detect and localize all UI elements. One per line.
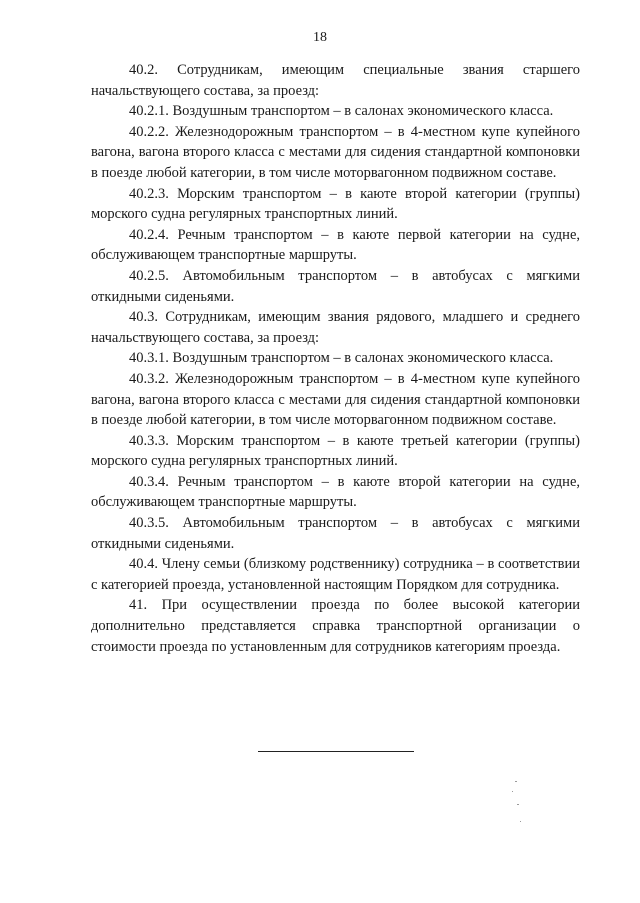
paragraph-40-3-2: 40.3.2. Железнодорожным транспортом – в 4-местном купе купейного вагона, вагона второго класса с местами для сидения стандартной компоновки в поезде любой категории, в том числе моторвагонном подвижном составе.	[91, 370, 580, 429]
end-separator-line	[258, 751, 414, 752]
paragraph-40-3-3: 40.3.3. Морским транспортом – в каюте третьей категории (группы) морского судна регулярных транспортных линий.	[91, 432, 580, 470]
scan-speck	[512, 791, 513, 792]
paragraph-41: 41. При осуществлении проезда по более высокой категории дополнительно представляется справка транспортной организации о стоимости проезда по установленным для сотрудников категориям проезда.	[91, 597, 580, 655]
paragraph-40-3-1: 40.3.1. Воздушным транспортом – в салонах экономического класса.	[129, 350, 554, 367]
scan-speck	[520, 821, 521, 822]
document-body	[91, 60, 580, 657]
paragraph-40-2-3: 40.2.3. Морским транспортом – в каюте второй категории (группы) морского судна регулярных транспортных линий.	[91, 185, 580, 223]
scan-speck	[517, 804, 519, 805]
paragraph-40-3-4: 40.3.4. Речным транспортом – в каюте второй категории на судне, обслуживающем транспортные маршруты.	[91, 473, 580, 511]
paragraph-40-3: 40.3. Сотрудникам, имеющим звания рядового, младшего и среднего начальствующего состава, за проезд:	[91, 309, 580, 346]
paragraph-40-2-2: 40.2.2. Железнодорожным транспортом – в 4-местном купе купейного вагона, вагона второго класса с местами для сидения стандартной компоновки в поезде любой категории, в том числе моторвагонном подвижном составе.	[91, 123, 580, 181]
paragraph-40-2: 40.2. Сотрудникам, имеющим специальные звания старшего начальствующего состава, за проезд:	[91, 62, 580, 99]
scan-speck	[515, 781, 517, 782]
paragraph-40-2-1: 40.2.1. Воздушным транспортом – в салонах экономического класса.	[129, 103, 554, 120]
paragraph-40-2-4: 40.2.4. Речным транспортом – в каюте первой категории на судне, обслуживающем транспортные маршруты.	[91, 226, 580, 264]
page-number: 18	[313, 30, 327, 45]
paragraph-40-4: 40.4. Члену семьи (близкому родственнику) сотрудника – в соответствии с категорией проезда, установленной настоящим Порядком для сотрудника.	[91, 556, 580, 593]
paragraph-40-2-5: 40.2.5. Автомобильным транспортом – в автобусах с мягкими откидными сиденьями.	[91, 267, 580, 305]
paragraph-40-3-5: 40.3.5. Автомобильным транспортом – в автобусах с мягкими откидными сиденьями.	[91, 515, 580, 552]
